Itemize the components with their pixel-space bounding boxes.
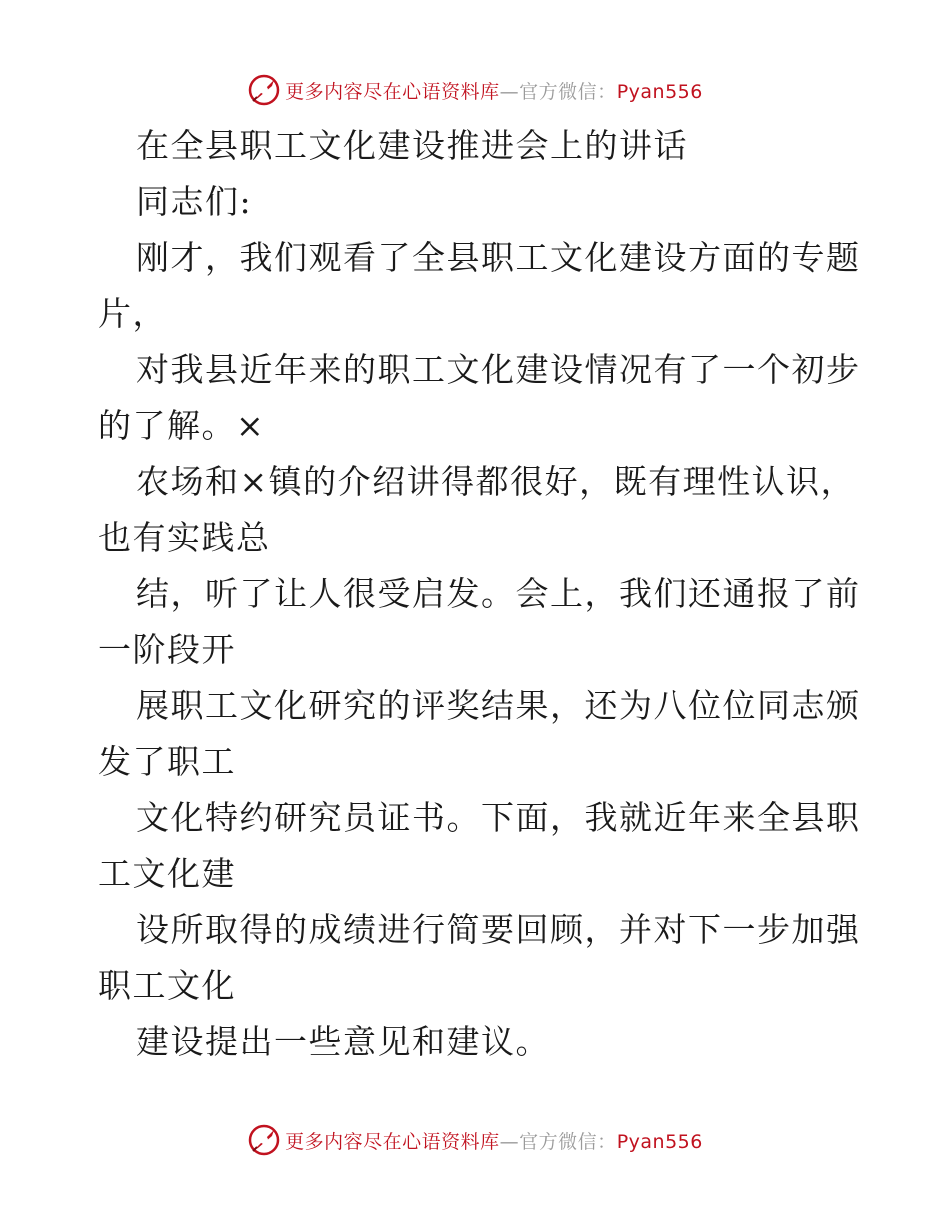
salutation: 同志们: <box>136 182 253 221</box>
watermark-text <box>285 1127 703 1154</box>
document-title: 在全县职工文化建设推进会上的讲话 <box>136 126 688 165</box>
paragraph-line: 展职工文化研究的评奖结果，还为八位位同志颁 <box>136 686 861 725</box>
paragraph-line: 也有实践总 <box>98 518 271 557</box>
paragraph-line: 刚才，我们观看了全县职工文化建设方面的专题 <box>136 238 861 277</box>
paragraph-line: 片， <box>98 294 167 333</box>
quill-pen-logo-icon <box>247 73 281 107</box>
watermark-site-name: 更多内容尽在心语资料库 <box>285 80 500 103</box>
paragraph-line: 发了职工 <box>98 742 236 781</box>
document-body <box>98 118 861 1070</box>
paragraph-line: 职工文化 <box>98 966 236 1005</box>
footer-watermark <box>0 1120 950 1160</box>
paragraph-line: 建设提出一些意见和建议。 <box>136 1022 550 1061</box>
paragraph-line: 一阶段开 <box>98 630 236 669</box>
watermark-separator: —官方微信： <box>499 80 617 103</box>
paragraph-line: 结，听了让人很受启发。会上，我们还通报了前 <box>136 574 861 613</box>
paragraph-line: 文化特约研究员证书。下面，我就近年来全县职 <box>136 798 861 837</box>
watermark-separator: —官方微信： <box>499 1130 617 1153</box>
watermark-site-name: 更多内容尽在心语资料库 <box>285 1130 500 1153</box>
quill-pen-logo-icon <box>247 1123 281 1157</box>
header-watermark <box>0 70 950 110</box>
paragraph-line: 工文化建 <box>98 854 236 893</box>
watermark-text <box>285 77 703 104</box>
watermark-wechat-id: Pyan556 <box>616 1130 703 1153</box>
paragraph-line: 设所取得的成绩进行简要回顾，并对下一步加强 <box>136 910 861 949</box>
paragraph-line: 的了解。× <box>98 406 266 445</box>
watermark-wechat-id: Pyan556 <box>616 80 703 103</box>
paragraph-line: 农场和×镇的介绍讲得都很好，既有理性认识， <box>136 462 856 501</box>
paragraph-line: 对我县近年来的职工文化建设情况有了一个初步 <box>136 350 861 389</box>
